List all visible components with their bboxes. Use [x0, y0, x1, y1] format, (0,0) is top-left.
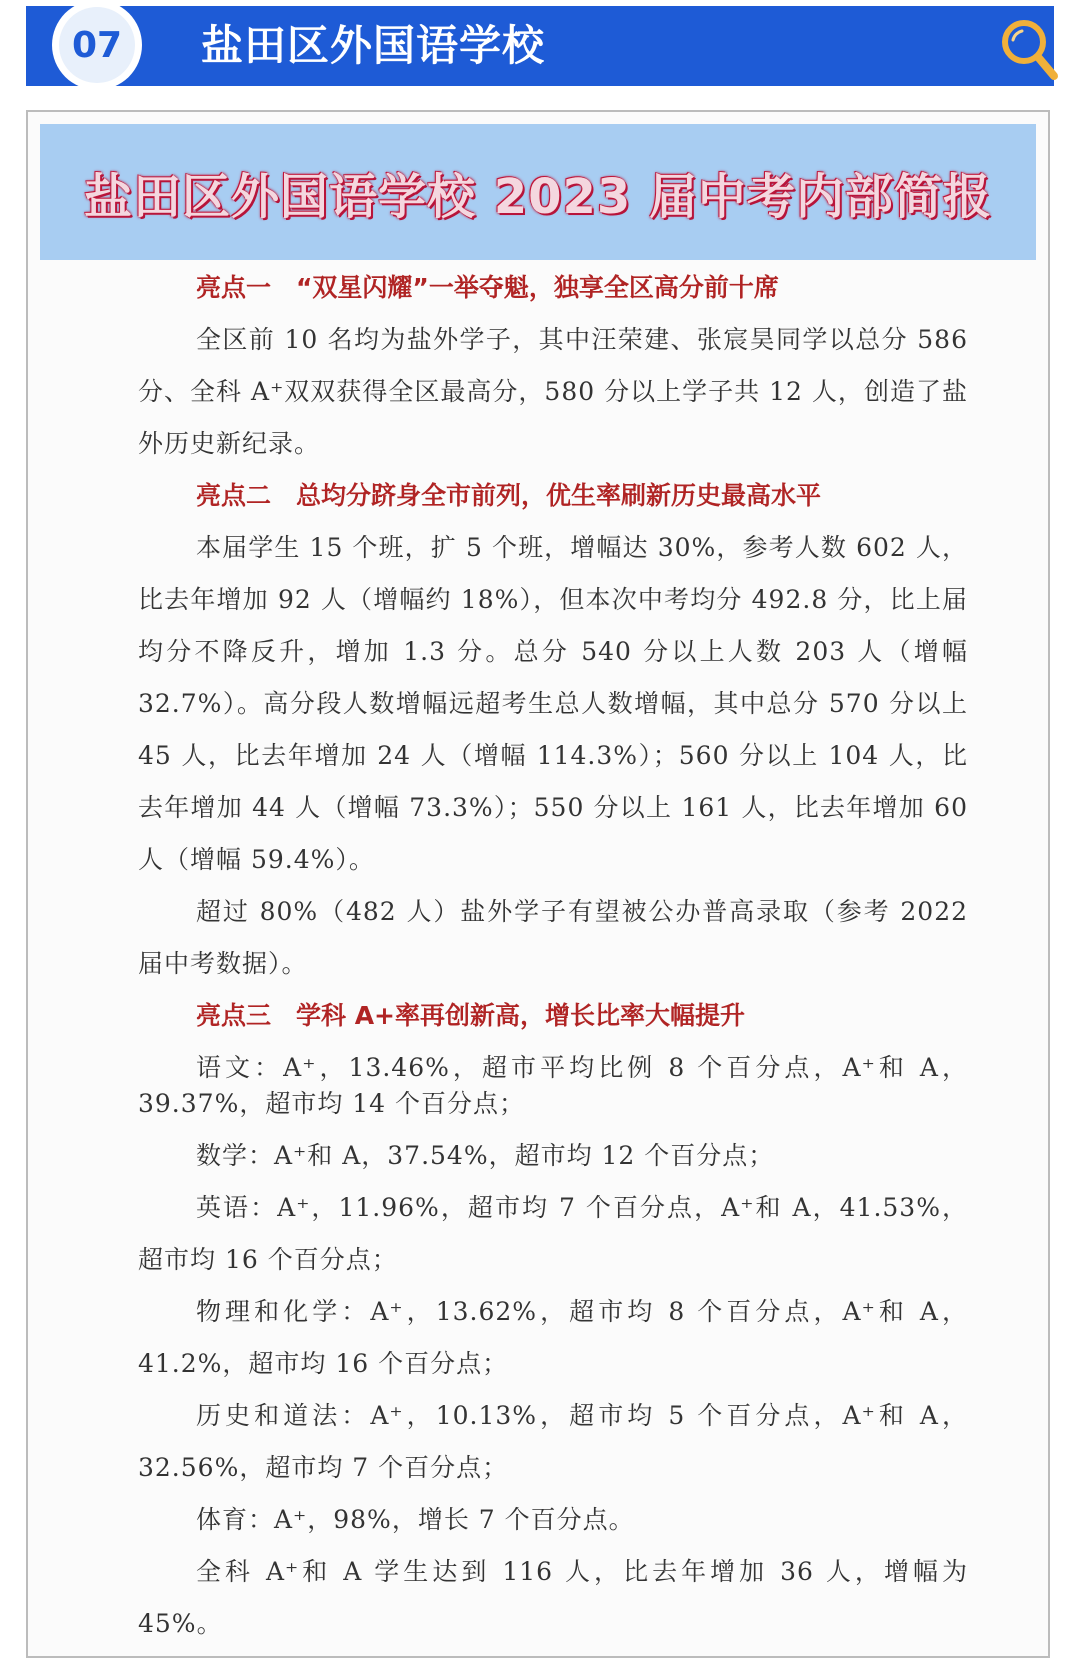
subject-math: 数学：A⁺和 A，37.54%，超市均 12 个百分点；: [196, 1141, 775, 1170]
subject-physics-chemistry: 物理和化学：A⁺，13.62%，超市均 8 个百分点，A⁺和 A，41.2%，超市均 16 个百分点；: [138, 1297, 968, 1378]
subject-english: 英语：A⁺，11.96%，超市均 7 个百分点，A⁺和 A，41.53%，超市均 16 个百分点；: [138, 1193, 968, 1274]
document-content: [138, 262, 968, 1650]
subject-pe: 体育：A⁺，98%，增长 7 个百分点。: [196, 1505, 635, 1534]
document-title: 盐田区外国语学校 2023 届中考内部简报: [83, 168, 993, 225]
document-image: [26, 110, 1050, 1658]
header-bar: [26, 6, 1054, 86]
subject-history-politics: 历史和道法：A⁺，10.13%，超市均 5 个百分点，A⁺和 A，32.56%，超市均 7 个百分点；: [138, 1401, 968, 1482]
highlight-heading-3: 亮点三 学科 A+率再创新高，增长比率大幅提升: [196, 1001, 746, 1030]
document-banner: [40, 124, 1036, 260]
highlight-heading-2: 亮点二 总均分跻身全市前列，优生率刷新历史最高水平: [196, 481, 822, 510]
search-icon[interactable]: [998, 16, 1060, 82]
subject-chinese: 语文：A⁺，13.46%，超市平均比例 8 个百分点，A⁺和 A，39.37%，超市均 14 个百分点；: [138, 1053, 968, 1118]
paragraph: 全区前 10 名均为盐外学子，其中汪荣建、张宸昊同学以总分 586 分、全科 A⁺双双获得全区最高分，580 分以上学子共 12 人，创造了盐外历史新纪录。: [138, 325, 968, 458]
paragraph: 超过 80%（482 人）盐外学子有望被公办普高录取（参考 2022 届中考数据）。: [138, 897, 968, 978]
highlight-heading-1: 亮点一 “双星闪耀”一举夺魁，独享全区高分前十席: [196, 273, 779, 302]
summary-all-subjects: 全科 A⁺和 A 学生达到 116 人，比去年增加 36 人，增幅为 45%。: [138, 1557, 968, 1638]
section-number: 07: [59, 7, 135, 83]
paragraph: 本届学生 15 个班，扩 5 个班，增幅达 30%，参考人数 602 人，比去年增加 92 人（增幅约 18%），但本次中考均分 492.8 分，比上届均分不降反升，增加 1.3 分。总分 540 分以上人数 203 人（增幅 32.7%）。高分段人数增幅远超考生总人数增幅，其中总分 570 分以上 45 人，比去年增加 24 人（增幅 114.3%）；560 分以上 104 人，比去年增加 44 人（增幅 73.3%）；550 分以上 161 人，比去年增加 60 人（增幅 59.4%）。: [138, 533, 968, 874]
section-number-badge: [52, 0, 142, 90]
page-title: 盐田区外国语学校: [201, 21, 546, 70]
